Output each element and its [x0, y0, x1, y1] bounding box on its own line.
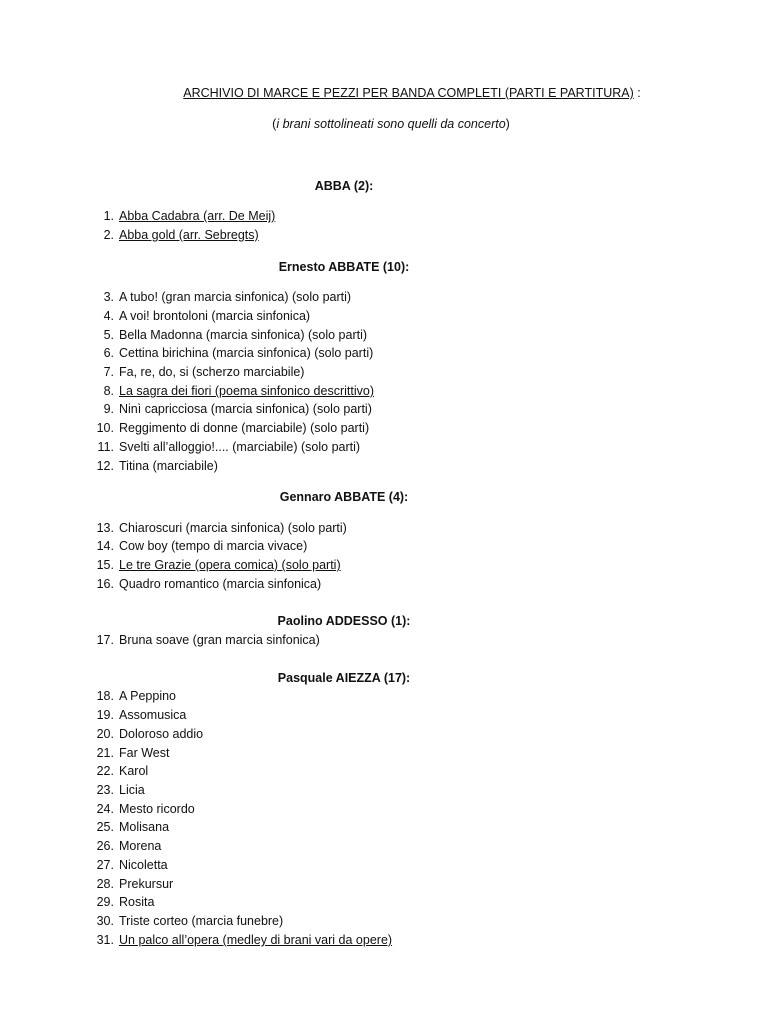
- item-number: 11.: [97, 440, 114, 454]
- item-number: 28.: [96, 877, 114, 891]
- item-title: Triste corteo (marcia funebre): [119, 914, 284, 928]
- item-title: Bruna soave (gran marcia sinfonica): [119, 633, 320, 647]
- item-number: 26.: [96, 839, 114, 853]
- item-title: A Peppino: [119, 689, 176, 703]
- item-number: 31.: [96, 933, 114, 947]
- section-heading: Gennaro ABBATE (4):: [279, 490, 409, 504]
- document-subtitle: [0, 117, 768, 131]
- item-number: 23.: [96, 783, 114, 797]
- item-number: 3.: [103, 290, 114, 304]
- item-number: 10.: [96, 421, 114, 435]
- item-number: 17.: [96, 633, 114, 647]
- item-title: Rosita: [119, 895, 155, 909]
- item-title: Karol: [119, 764, 149, 778]
- item-number: 27.: [96, 858, 114, 872]
- item-number: 30.: [96, 914, 114, 928]
- subtitle-open-paren: (: [272, 117, 277, 131]
- section-heading: Ernesto ABBATE (10):: [278, 260, 410, 274]
- item-number: 5.: [103, 328, 114, 342]
- item-title: Morena: [119, 839, 162, 853]
- item-number: 29.: [96, 895, 114, 909]
- item-title: A tubo! (gran marcia sinfonica) (solo parti): [119, 290, 352, 304]
- item-number: 15.: [96, 558, 114, 572]
- document-title: [0, 86, 768, 100]
- item-number: 22.: [96, 764, 114, 778]
- item-number: 14.: [96, 539, 114, 553]
- item-number: 4.: [103, 309, 114, 323]
- item-title: Quadro romantico (marcia sinfonica): [119, 577, 322, 591]
- item-title: Assomusica: [119, 708, 187, 722]
- item-number: 18.: [96, 689, 114, 703]
- item-title: Abba gold (arr. Sebregts): [119, 228, 259, 242]
- section-heading: Pasquale AIEZZA (17):: [277, 671, 411, 685]
- item-number: 8.: [103, 384, 114, 398]
- item-title: Svelti all’alloggio!.... (marciabile) (solo parti): [119, 440, 361, 454]
- item-number: 21.: [96, 746, 114, 760]
- item-title: A voi! brontoloni (marcia sinfonica): [119, 309, 311, 323]
- item-number: 2.: [103, 228, 114, 242]
- item-number: 24.: [96, 802, 114, 816]
- item-title: Cettina birichina (marcia sinfonica) (solo parti): [119, 346, 374, 360]
- item-number: 1.: [103, 209, 114, 223]
- item-title: La sagra dei fiori (poema sinfonico descrittivo): [119, 384, 374, 398]
- item-number: 13.: [96, 521, 114, 535]
- item-number: 20.: [96, 727, 114, 741]
- item-title: Prekursur: [119, 877, 174, 891]
- item-title: Titina (marciabile): [119, 459, 218, 473]
- item-title: Le tre Grazie (opera comica) (solo parti): [119, 558, 341, 572]
- item-title: Cow boy (tempo di marcia vivace): [119, 539, 308, 553]
- item-title: Mesto ricordo: [119, 802, 195, 816]
- item-title: Un palco all’opera (medley di brani vari da opere): [119, 933, 393, 947]
- item-number: 6.: [103, 346, 114, 360]
- item-title: Ninì capricciosa (marcia sinfonica) (solo parti): [119, 402, 372, 416]
- item-title: Reggimento di donne (marciabile) (solo parti): [119, 421, 370, 435]
- item-number: 25.: [96, 820, 114, 834]
- item-title: Doloroso addio: [119, 727, 204, 741]
- item-number: 12.: [96, 459, 114, 473]
- subtitle-close-paren: ): [505, 117, 510, 131]
- item-title: Chiaroscuri (marcia sinfonica) (solo parti): [119, 521, 347, 535]
- document-title-suffix: :: [633, 86, 641, 100]
- document-title-text: ARCHIVIO DI MARCE E PEZZI PER BANDA COMPLETI (PARTI E PARTITURA): [183, 86, 634, 100]
- item-title: Licia: [119, 783, 145, 797]
- item-title: Abba Cadabra (arr. De Meij): [119, 209, 276, 223]
- item-title: Molisana: [119, 820, 170, 834]
- item-title: Nicoletta: [119, 858, 168, 872]
- section-heading: ABBA (2):: [314, 179, 374, 193]
- item-number: 16.: [96, 577, 114, 591]
- item-number: 19.: [96, 708, 114, 722]
- item-number: 9.: [103, 402, 114, 416]
- item-title: Bella Madonna (marcia sinfonica) (solo parti): [119, 328, 368, 342]
- item-title: Far West: [119, 746, 170, 760]
- section-heading: Paolino ADDESSO (1):: [277, 614, 411, 628]
- subtitle-text: i brani sottolineati sono quelli da concerto: [276, 117, 506, 131]
- item-title: Fa, re, do, si (scherzo marciabile): [119, 365, 305, 379]
- item-number: 7.: [103, 365, 114, 379]
